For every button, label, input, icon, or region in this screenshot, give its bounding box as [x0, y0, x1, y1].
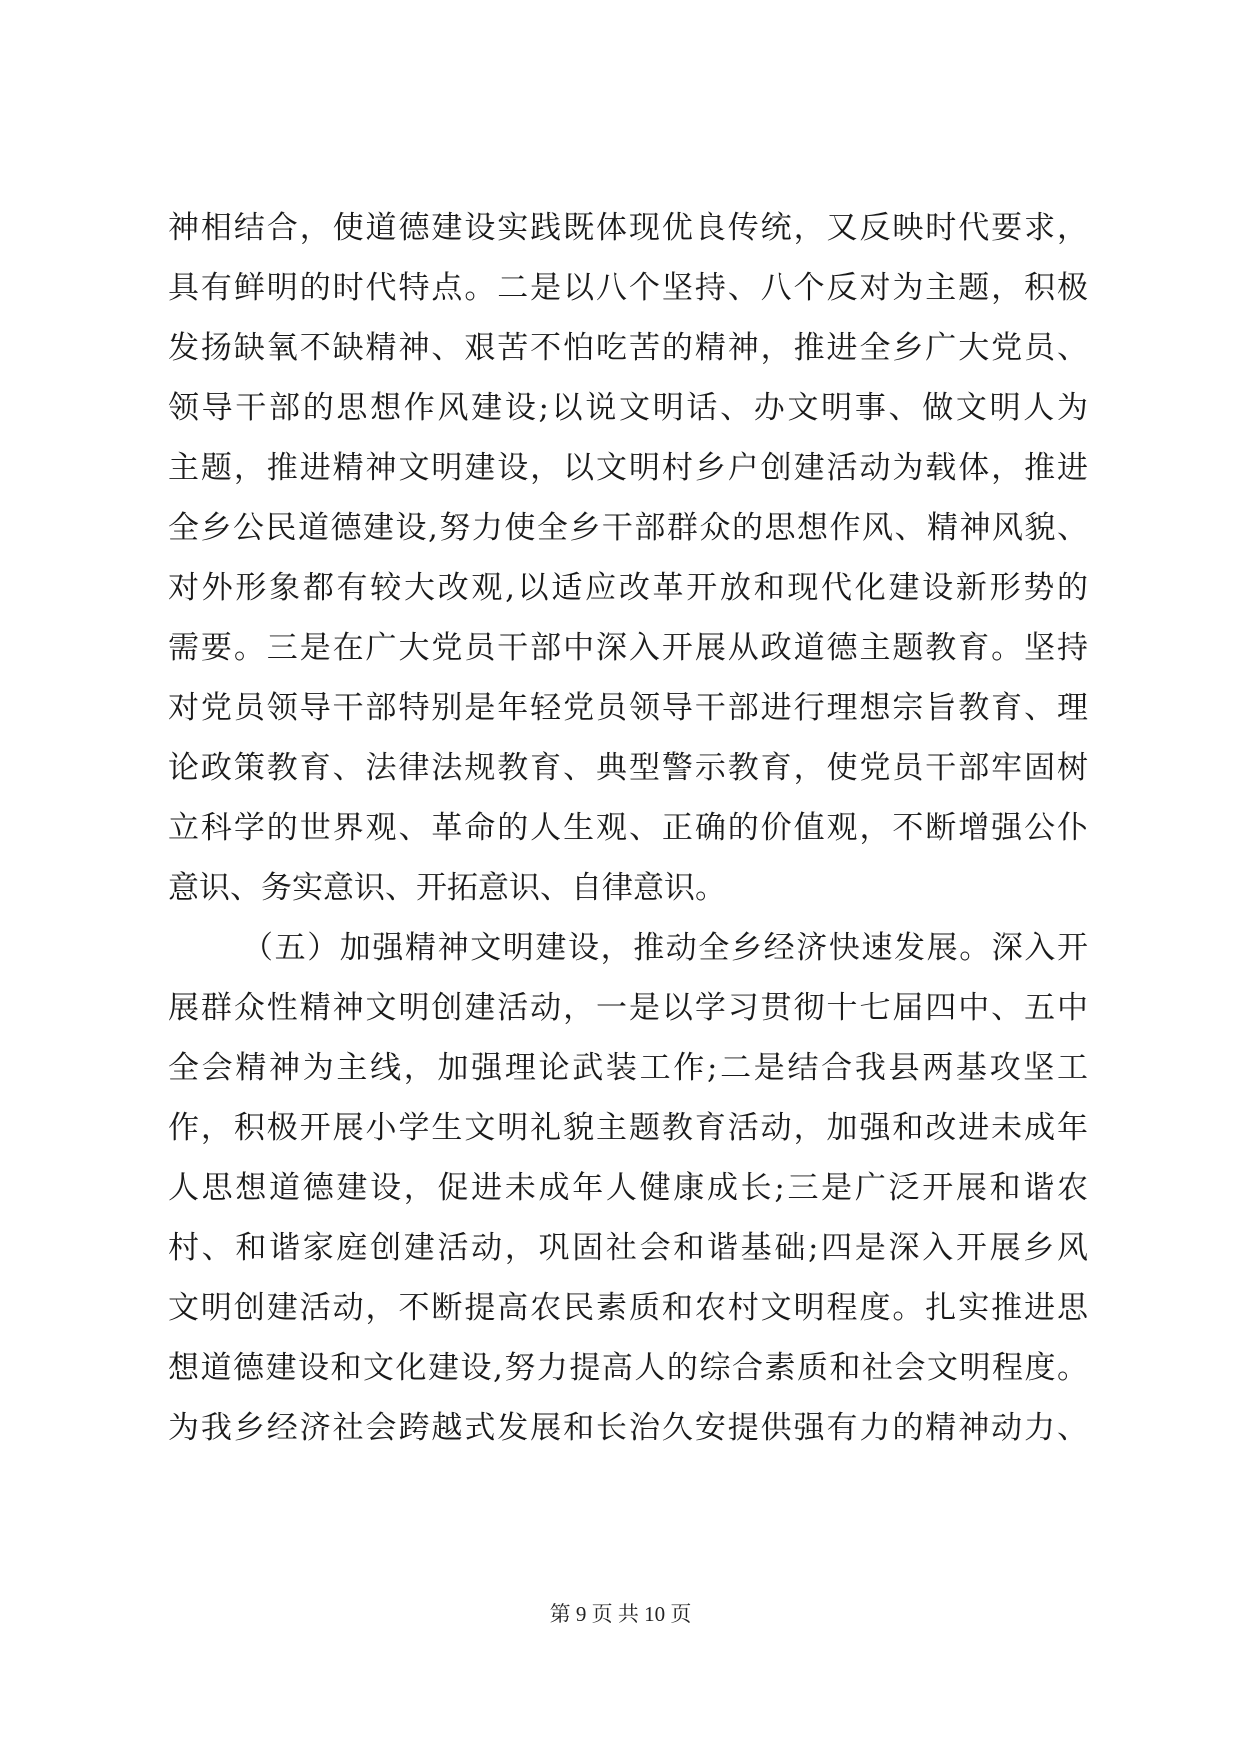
text-line: 人思想道德建设，促进未成年人健康成长;三是广泛开展和谐农 [168, 1170, 1088, 1206]
text-line: 具有鲜明的时代特点。二是以八个坚持、八个反对为主题，积极 [168, 270, 1088, 306]
text-line: 需要。三是在广大党员干部中深入开展从政道德主题教育。坚持 [168, 630, 1088, 666]
text-line: 主题，推进精神文明建设，以文明村乡户创建活动为载体，推进 [168, 450, 1088, 486]
text-line: 领导干部的思想作风建设;以说文明话、办文明事、做文明人为 [168, 390, 1088, 426]
text-line: 神相结合，使道德建设实践既体现优良传统，又反映时代要求， [168, 210, 1088, 246]
text-line: 发扬缺氧不缺精神、艰苦不怕吃苦的精神，推进全乡广大党员、 [168, 330, 1088, 366]
text-line: 村、和谐家庭创建活动，巩固社会和谐基础;四是深入开展乡风 [168, 1230, 1088, 1266]
text-line: 全会精神为主线，加强理论武装工作;二是结合我县两基攻坚工 [168, 1050, 1088, 1086]
text-line: 展群众性精神文明创建活动，一是以学习贯彻十七届四中、五中 [168, 990, 1088, 1026]
text-line: 对党员领导干部特别是年轻党员领导干部进行理想宗旨教育、理 [168, 690, 1088, 726]
text-line: 作，积极开展小学生文明礼貌主题教育活动，加强和改进未成年 [168, 1110, 1088, 1146]
page-number-footer: 第 9 页 共 10 页 [549, 1602, 692, 1626]
text-line: 立科学的世界观、革命的人生观、正确的价值观，不断增强公仆 [168, 810, 1088, 846]
document-body [168, 198, 1088, 1458]
text-line: 想道德建设和文化建设,努力提高人的综合素质和社会文明程度。 [168, 1350, 1088, 1386]
text-line: 意识、务实意识、开拓意识、自律意识。 [168, 870, 726, 906]
text-line: （五）加强精神文明建设，推动全乡经济快速发展。深入开 [242, 930, 1088, 966]
paragraph-2 [168, 918, 1088, 1458]
text-line: 为我乡经济社会跨越式发展和长治久安提供强有力的精神动力、 [168, 1410, 1088, 1446]
text-line: 对外形象都有较大改观,以适应改革开放和现代化建设新形势的 [168, 570, 1088, 606]
text-line: 论政策教育、法律法规教育、典型警示教育，使党员干部牢固树 [168, 750, 1088, 786]
text-line: 文明创建活动，不断提高农民素质和农村文明程度。扎实推进思 [168, 1290, 1088, 1326]
paragraph-1 [168, 198, 1088, 918]
text-line: 全乡公民道德建设,努力使全乡干部群众的思想作风、精神风貌、 [168, 510, 1088, 546]
